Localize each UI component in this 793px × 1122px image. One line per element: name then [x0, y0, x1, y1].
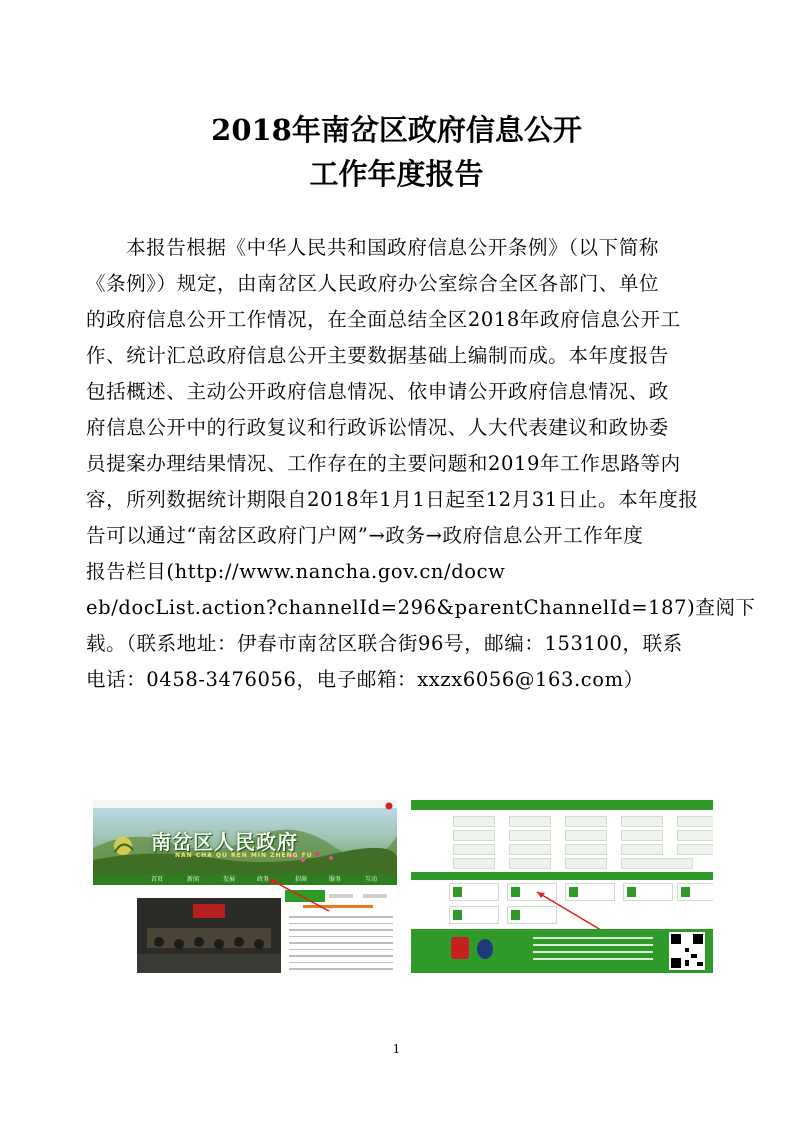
portal-homepage-screenshot	[93, 800, 397, 973]
footer-text-line	[533, 937, 653, 939]
nav-item[interactable]: 互动	[365, 876, 378, 883]
paragraph-line: 报告栏目(http://www.nancha.gov.cn/docw	[86, 560, 506, 583]
paragraph-line: 员提案办理结果情况、工作存在的主要问题和2019年工作思路等内	[86, 452, 681, 475]
nav-item[interactable]: 招商	[295, 876, 308, 883]
paragraph-line: 容，所列数据统计期限自2018年1月1日起至12月31日止。本年度报	[86, 488, 699, 511]
portal-logo-subtitle: NAN CHA QU REN MIN ZHENG FU	[175, 852, 313, 859]
page-number: 1	[392, 1042, 401, 1056]
party-emblem-icon	[385, 802, 393, 810]
nav-item[interactable]: 服务	[329, 876, 342, 883]
party-badge-icon	[451, 937, 469, 959]
disclosure-page-screenshot	[411, 800, 713, 973]
paragraph-line: 府信息公开中的行政复议和行政诉讼情况、人大代表建议和政协委	[86, 416, 669, 439]
nav-item[interactable]: 发展	[223, 876, 236, 883]
footer-text-line	[533, 958, 653, 960]
paragraph-line: 的政府信息公开工作情况，在全面总结全区2018年政府信息公开工	[86, 308, 681, 331]
portal-top-bar	[93, 800, 397, 808]
paragraph-line: 本报告根据《中华人民共和国政府信息公开条例》（以下简称	[126, 236, 659, 259]
report-paragraph	[86, 230, 756, 698]
paragraph-line: 载。（联系地址：伊春市南岔区联合街96号，邮编：153100，联系	[86, 632, 683, 655]
paragraph-line: 包括概述、主动公开政府信息情况、依申请公开政府信息情况、政	[86, 380, 669, 403]
paragraph-line: 作、统计汇总政府信息公开主要数据基础上编制而成。本年度报告	[86, 344, 669, 367]
pointer-arrow-icon	[93, 871, 397, 959]
nav-item[interactable]: 首页	[151, 876, 164, 883]
qr-code-icon	[669, 932, 705, 970]
paragraph-line: eb/docList.action?channelId=296&parentChannelId=187)查阅下	[86, 596, 756, 619]
document-title-line1: 2018年南岔区政府信息公开	[211, 113, 582, 147]
nav-item[interactable]: 新闻	[187, 876, 200, 883]
document-title-line2: 工作年度报告	[309, 157, 484, 191]
footer-text-line	[533, 951, 653, 953]
portal-content	[93, 885, 397, 973]
paragraph-line: 告可以通过“南岔区政府门户网”→政务→政府信息公开工作年度	[86, 524, 644, 547]
portal-banner	[93, 808, 397, 874]
disclosure-footer	[411, 929, 713, 973]
portal-logo-text: 南岔区人民政府	[151, 830, 298, 854]
paragraph-line: 电话：0458-3476056，电子邮箱：xxzx6056@163.com）	[86, 668, 644, 691]
police-badge-icon	[477, 939, 493, 959]
nav-item-government-affairs[interactable]: 政务	[257, 876, 270, 883]
paragraph-line: 《条例》）规定，由南岔区人民政府办公室综合全区各部门、单位	[86, 272, 660, 295]
footer-text-line	[533, 944, 653, 946]
